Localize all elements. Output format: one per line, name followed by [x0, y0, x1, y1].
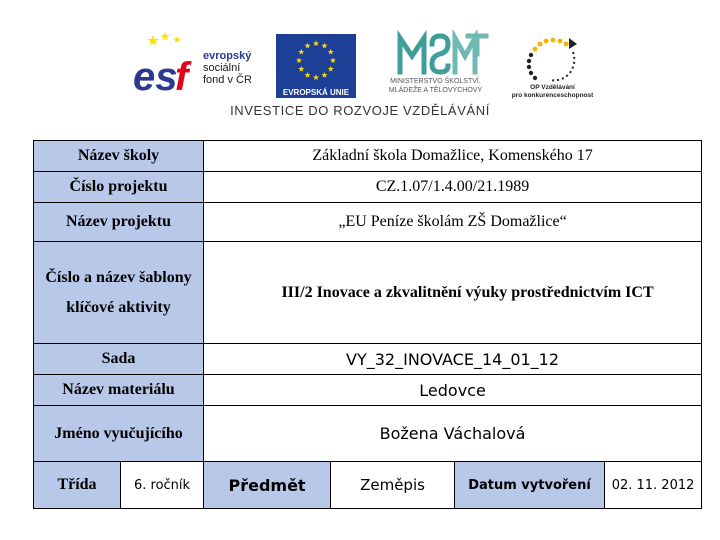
projekt-label: Název projektu — [34, 203, 204, 242]
investice-tagline: INVESTICE DO ROZVOJE VZDĚLÁVÁNÍ — [230, 103, 490, 118]
msmt-logo-text — [363, 77, 508, 95]
esf-line-3: fond v ČR — [203, 74, 252, 86]
esf-line-2: sociální — [203, 62, 241, 74]
msmt-line-2: MLÁDEŽE A TĚLOVÝCHOVY — [388, 87, 483, 94]
jmeno-label: Jméno vyučujícího — [34, 406, 204, 462]
sablona-label: Číslo a název šablony klíčové aktivity — [34, 242, 204, 344]
eu-star-icon — [328, 49, 334, 55]
msmt-logo-icon — [360, 30, 505, 78]
op-logo — [505, 30, 600, 100]
trida-value: 6. ročník — [121, 462, 204, 509]
trida-label: Třída — [34, 462, 121, 509]
svg-text:f: f — [175, 55, 189, 94]
sablona-value: III/2 Inovace a zkvalitnění výuky prostřednictvím ICT — [204, 242, 702, 344]
logo-strip — [0, 0, 720, 130]
esf-logo — [133, 30, 271, 96]
esf-logo-text — [203, 50, 252, 86]
datum-label: Datum vytvoření — [455, 462, 605, 509]
eu-star-icon — [321, 43, 327, 49]
skola-value: Základní škola Domažlice, Komenského 17 — [204, 141, 702, 172]
material-value: Ledovce — [204, 375, 702, 406]
predmet-value: Zeměpis — [331, 462, 455, 509]
msmt-logo — [360, 30, 505, 100]
op-logo-text — [505, 84, 600, 100]
msmt-line-1: MINISTERSTVO ŠKOLSTVÍ, — [390, 78, 481, 85]
svg-text:es: es — [133, 55, 178, 94]
op-line-2: pro konkurenceschopnost — [511, 92, 594, 99]
material-label: Název materiálu — [34, 375, 204, 406]
sada-value: VY_32_INOVACE_14_01_12 — [204, 344, 702, 375]
predmet-label: Předmět — [204, 462, 331, 509]
esf-line-1: evropský — [203, 50, 252, 62]
sada-label: Sada — [34, 344, 204, 375]
eu-star-icon — [298, 49, 304, 55]
table-row-cislo — [34, 172, 702, 203]
table-row-material — [34, 375, 702, 406]
cislo-value: CZ.1.07/1.4.00/21.1989 — [204, 172, 702, 203]
skola-label: Název školy — [34, 141, 204, 172]
datum-value: 02. 11. 2012 — [605, 462, 702, 509]
jmeno-value: Božena Váchalová — [204, 406, 702, 462]
eu-star-icon — [313, 74, 319, 80]
eu-star-icon — [328, 66, 334, 72]
eu-star-icon — [304, 72, 310, 78]
table-row-projekt — [34, 203, 702, 242]
table-row-sablona — [34, 242, 702, 344]
project-info-table — [33, 140, 702, 509]
eu-stars-icon — [276, 34, 356, 87]
eu-label: EVROPSKÁ UNIE — [276, 87, 356, 98]
table-row-trida — [34, 462, 702, 509]
eu-star-icon — [313, 40, 319, 46]
esf-logo-icon — [133, 30, 197, 94]
eu-star-icon — [304, 43, 310, 49]
eu-star-icon — [296, 57, 302, 63]
table-row-jmeno — [34, 406, 702, 462]
eu-star-icon — [298, 66, 304, 72]
cislo-label: Číslo projektu — [34, 172, 204, 203]
projekt-value: „EU Peníze školám ZŠ Domažlice“ — [204, 203, 702, 242]
op-line-1: OP Vzdělávání — [530, 84, 575, 91]
eu-flag-icon — [276, 34, 356, 87]
table-row-skola — [34, 141, 702, 172]
eu-star-icon — [330, 57, 336, 63]
eu-star-icon — [321, 72, 327, 78]
table-row-sada — [34, 344, 702, 375]
op-logo-icon — [505, 30, 600, 84]
